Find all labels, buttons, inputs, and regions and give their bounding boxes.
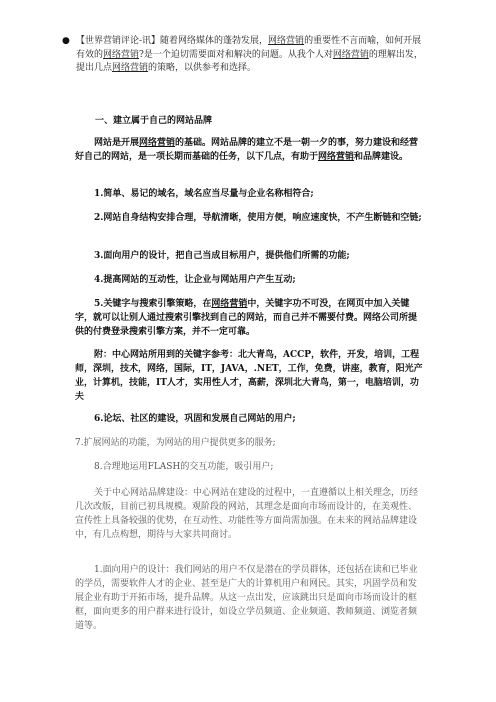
list-item-1: 1.简单、易记的域名，域名应当尽量与企业名称相符合; bbox=[94, 189, 314, 199]
bullet-icon: ● bbox=[62, 36, 70, 46]
list-item-7: 7.扩展网站的功能，为网站的用户提供更多的服务; bbox=[75, 438, 276, 448]
list-item-8: 8.合理地运用FLASH的交互功能，吸引用户; bbox=[94, 462, 274, 472]
list-item-2: 2.网站自身结构安排合理，导航清晰，使用方便，响应速度快，不产生断链和空链; bbox=[94, 213, 422, 223]
intro-text-2: 的重要性不言而喻，如何开展有效的 bbox=[76, 36, 422, 60]
intro-text-1: 【世界营销评论-讯】随着网络媒体的蓬勃发展， bbox=[76, 36, 269, 46]
list-item-5-text-1: 5.关键字与搜索引擎策略，在 bbox=[94, 299, 212, 309]
intro-link-2[interactable]: 网络营销 bbox=[103, 49, 140, 60]
user-design-paragraph: 1.面向用户的设计：我们网站的用户不仅是潜在的学员群体，还包括在读和已毕业的学员，需要软件人才的企业、甚至是广大的计算机用户和网民。其实，巩固学员和发展企业有助于开拓市场，提升品牌。从这一点出发，应该跳出只是面向市场而设计的框框，面向更多的用户群来进行设计，如设立学员频道、企业频道、教师频道、浏览者频道等。 bbox=[75, 565, 418, 631]
keyword-note: 附：中心网站所用到的关键字参考：北大青鸟，ACCP，软件，开发，培训，工程师，深圳，技术，网络，国际，IT，JAVA，.NET，工作，免费，讲座，教育，阳光产业，计算机，技能，IT人才，实用性人才，高薪，深圳北大青鸟，第一，电脑培训，功夫 bbox=[75, 350, 423, 402]
list-item-4: 4.提高网站的互动性，让企业与网站用户产生互动; bbox=[94, 275, 296, 285]
list-item-5-text-2: 中，关键字功不可没，在网页中加入关键字，就可以让别人通过搜索引擎找到自己的网站，而自己并不需要付费。网络公司所提供的付费登录搜索引擎方案，并不一定可靠。 bbox=[75, 299, 418, 337]
section-intro-link-1[interactable]: 网络营销 bbox=[139, 138, 176, 148]
intro-text-4: 的理解出发，提出几点 bbox=[76, 49, 423, 73]
section-intro-paragraph bbox=[75, 136, 423, 164]
section-intro-link-2[interactable]: 网络营销 bbox=[318, 152, 355, 162]
intro-link-3[interactable]: 网络营销 bbox=[332, 49, 369, 60]
intro-link-1[interactable]: 网络营销 bbox=[268, 36, 305, 46]
list-item-6: 6.论坛、社区的建设，巩固和发展自己网站的用户; bbox=[94, 414, 296, 424]
intro-text-3: ?是一个迫切需要面对和解决的问题。从我个人对 bbox=[139, 49, 333, 60]
list-item-3: 3.面向用户的设计，把自己当成目标用户，提供他们所需的功能; bbox=[94, 251, 350, 261]
list-item-5-link[interactable]: 网络营销 bbox=[211, 299, 248, 309]
section-intro-text-1: 网站是开展 bbox=[94, 138, 140, 148]
list-item-5 bbox=[75, 297, 423, 339]
intro-link-4[interactable]: 网络营销 bbox=[112, 63, 149, 73]
section-intro-text-2: 的基础。网站品牌的建立不是一朝一夕的事，努力建设和经营好自己的网站，是一项长期而基础的任务，以下几点，有助于 bbox=[75, 138, 419, 162]
intro-text-5: 的策略，以供参考和选择。 bbox=[148, 63, 257, 73]
section-intro-text-3: 和品牌建设。 bbox=[354, 152, 409, 162]
section-heading: 一、建立属于自己的网站品牌 bbox=[95, 116, 213, 126]
brand-building-paragraph: 关于中心网站品牌建设：中心网站在建设的过程中，一直遵循以上相关理念，历经几次改版，目前已初具规模。观阶段的网站，其理念是面向市场而设计的，在美观性、宣传性上具备较强的优势，在互动性、功能性等方面尚需加强。在未来的网站品牌建设中，有几点构想，期待与大家共同商讨。 bbox=[75, 488, 419, 540]
intro-text bbox=[76, 35, 424, 76]
